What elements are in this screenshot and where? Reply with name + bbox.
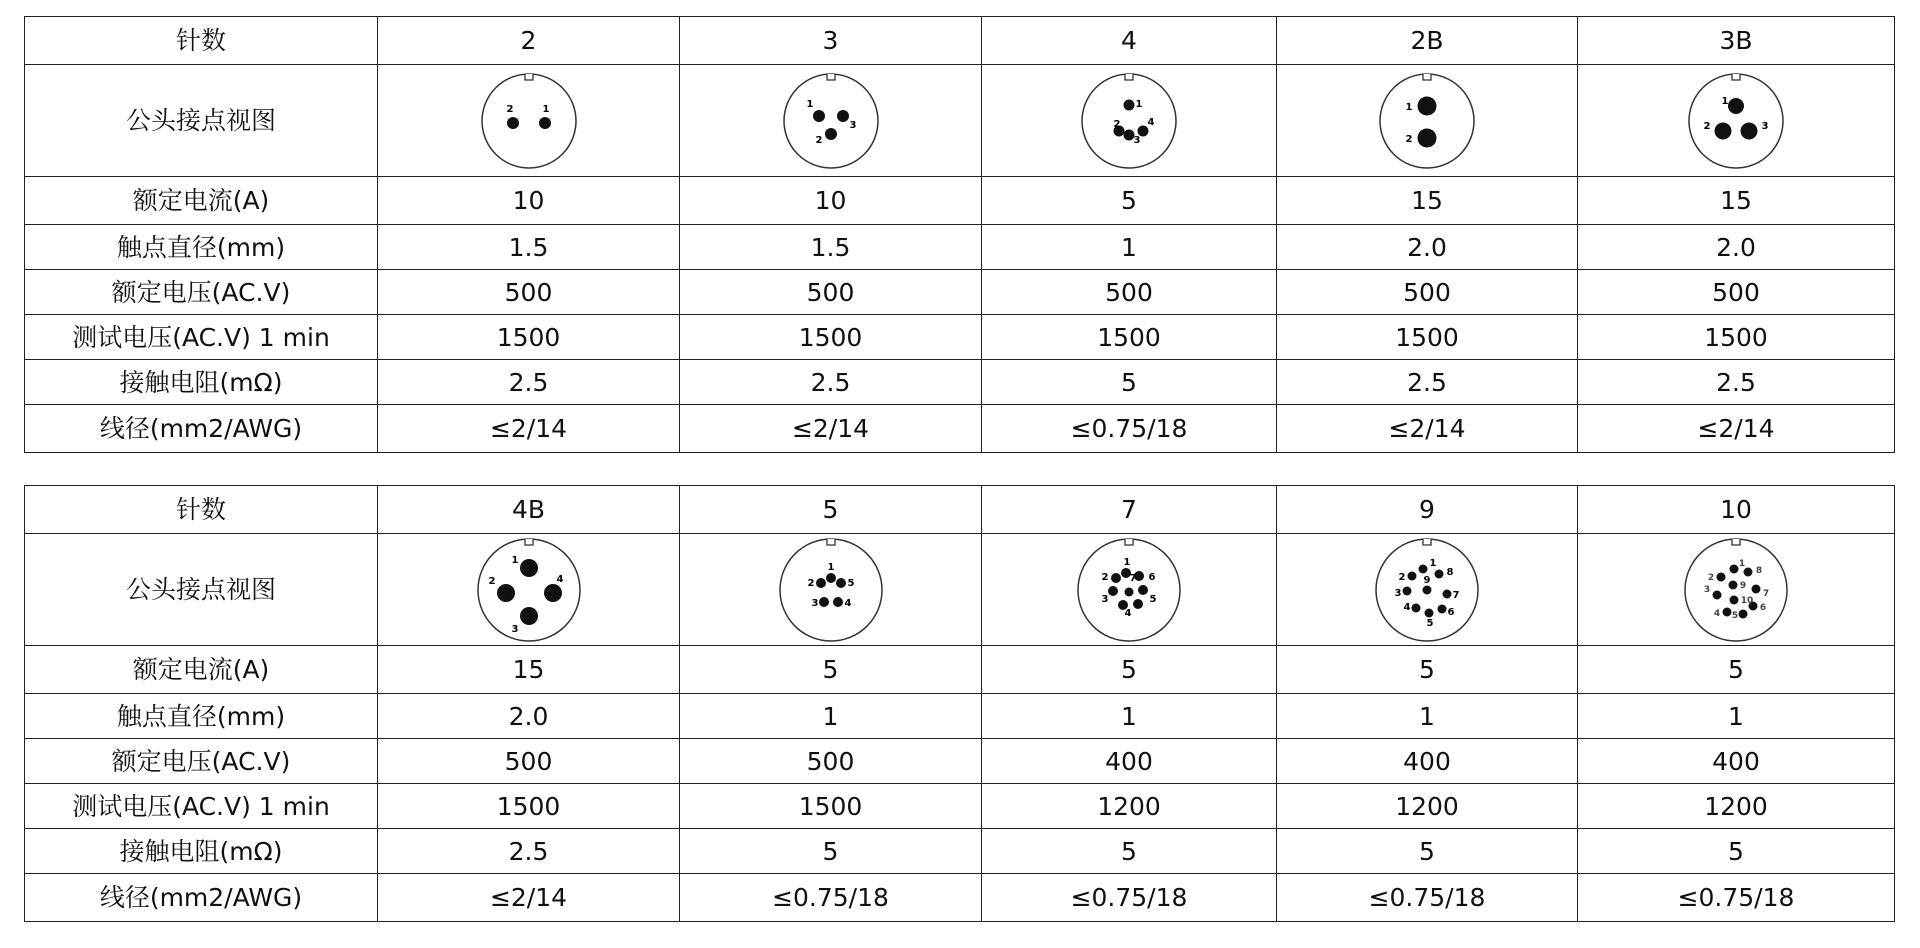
connector-5pin-diagram (778, 537, 884, 643)
row-contact-resistance (25, 360, 1895, 405)
value-cell: 5 (1277, 829, 1578, 874)
row-label: 测试电压(AC.V) 1 min (25, 315, 378, 360)
row-label: 接触电阻(mΩ) (25, 829, 378, 874)
pin-count-cell: 5 (680, 486, 982, 534)
pin-label: 8 (1446, 566, 1454, 578)
pin-label: 3 (1133, 134, 1141, 146)
pin-count-cell: 2 (378, 17, 680, 65)
value-cell: 2.5 (378, 360, 680, 405)
value-cell: 5 (680, 646, 982, 694)
value-cell: 1 (1277, 694, 1578, 739)
pin-label: 2 (1113, 118, 1121, 130)
row-label: 线径(mm2/AWG) (25, 405, 378, 453)
row-pin-diagram (25, 534, 1895, 646)
value-cell: 1 (1578, 694, 1895, 739)
pin-label: 2 (1101, 571, 1109, 583)
value-cell: ≤0.75/18 (982, 874, 1277, 922)
pin-diagram-cell (680, 65, 982, 177)
pin-diagram-cell (680, 534, 982, 646)
pin-label: 2 (488, 575, 495, 587)
pin-diagram-cell (982, 534, 1277, 646)
row-label: 额定电流(A) (25, 646, 378, 694)
pin-label: 2 (815, 134, 822, 146)
pin-label: 4 (844, 597, 851, 609)
value-cell: 2.5 (680, 360, 982, 405)
value-cell: 2.5 (1277, 360, 1578, 405)
value-cell: 400 (1578, 739, 1895, 784)
pin-label: 2 (506, 103, 513, 115)
connector-10pin-diagram (1683, 537, 1789, 643)
connector-2pin-diagram (479, 71, 579, 171)
pin-label: 3 (1761, 120, 1769, 132)
pin-count-cell: 3B (1578, 17, 1895, 65)
row-label: 线径(mm2/AWG) (25, 874, 378, 922)
pin-label: 1 (1135, 98, 1143, 110)
value-cell: 1500 (378, 315, 680, 360)
pin-label: 5 (847, 577, 854, 589)
value-cell: 1500 (680, 315, 982, 360)
row-label: 触点直径(mm) (25, 694, 378, 739)
value-cell: 1 (680, 694, 982, 739)
row-label: 触点直径(mm) (25, 225, 378, 270)
pin-label: 9 (1423, 574, 1431, 586)
row-label: 额定电流(A) (25, 177, 378, 225)
value-cell: 5 (1578, 829, 1895, 874)
value-cell: ≤0.75/18 (1578, 874, 1895, 922)
row-wire-gauge (25, 405, 1895, 453)
pin-diagram-cell (1578, 534, 1895, 646)
value-cell: 1200 (1578, 784, 1895, 829)
row-label: 测试电压(AC.V) 1 min (25, 784, 378, 829)
value-cell: 15 (378, 646, 680, 694)
pin-diagram-cell (1277, 65, 1578, 177)
pin-diagram-cell (1578, 65, 1895, 177)
value-cell: ≤0.75/18 (982, 405, 1277, 453)
pin-label: 2 (1405, 133, 1413, 145)
pin-diagram-cell (378, 65, 680, 177)
value-cell: ≤2/14 (1578, 405, 1895, 453)
pin-label: 9 (1739, 580, 1747, 591)
pin-count-cell: 10 (1578, 486, 1895, 534)
spec-table-2 (24, 485, 1895, 922)
value-cell: 500 (680, 739, 982, 784)
value-cell: 5 (1578, 646, 1895, 694)
pin-label: 6 (1148, 571, 1156, 583)
pin-label: 3 (511, 623, 518, 635)
pin-label: 2 (807, 577, 814, 589)
row-label: 针数 (25, 486, 378, 534)
row-rated-current (25, 177, 1895, 225)
pin-label: 3 (849, 119, 856, 131)
value-cell: ≤0.75/18 (680, 874, 982, 922)
row-label: 额定电压(AC.V) (25, 270, 378, 315)
value-cell: 1.5 (378, 225, 680, 270)
pin-label: 1 (1405, 101, 1413, 113)
value-cell: 5 (982, 829, 1277, 874)
pin-label: 1 (806, 98, 813, 110)
connector-3pin-diagram (781, 71, 881, 171)
value-cell: 1500 (1578, 315, 1895, 360)
pin-label: 5 (1731, 610, 1739, 621)
value-cell: ≤2/14 (378, 874, 680, 922)
row-pin-count (25, 17, 1895, 65)
value-cell: ≤0.75/18 (1277, 874, 1578, 922)
value-cell: 500 (680, 270, 982, 315)
value-cell: 500 (1578, 270, 1895, 315)
pin-count-cell: 4B (378, 486, 680, 534)
value-cell: 10 (680, 177, 982, 225)
value-cell: 5 (982, 177, 1277, 225)
pin-label: 1 (1721, 95, 1729, 107)
connector-2b-diagram (1377, 71, 1477, 171)
connector-4b-diagram (476, 537, 582, 643)
row-test-voltage (25, 784, 1895, 829)
connector-4pin-diagram (1079, 71, 1179, 171)
value-cell: 2.5 (1578, 360, 1895, 405)
value-cell: 2.0 (1277, 225, 1578, 270)
pin-label: 2 (1703, 120, 1711, 132)
pin-label: 1 (1123, 556, 1131, 568)
pin-label: 1 (511, 554, 518, 566)
row-contact-resistance (25, 829, 1895, 874)
pin-label: 3 (1101, 593, 1109, 605)
value-cell: 10 (378, 177, 680, 225)
pin-label: 4 (1403, 601, 1411, 613)
row-rated-voltage (25, 739, 1895, 784)
value-cell: 1200 (982, 784, 1277, 829)
pin-count-cell: 7 (982, 486, 1277, 534)
value-cell: 5 (982, 360, 1277, 405)
pin-count-cell: 3 (680, 17, 982, 65)
value-cell: ≤2/14 (680, 405, 982, 453)
row-contact-diameter (25, 694, 1895, 739)
spec-table-1 (24, 16, 1895, 453)
pin-label: 1 (1429, 557, 1437, 569)
pin-label: 4 (1124, 607, 1132, 619)
pin-label: 2 (1398, 571, 1406, 583)
value-cell: 2.0 (1578, 225, 1895, 270)
value-cell: 5 (982, 646, 1277, 694)
row-label: 公头接点视图 (25, 534, 378, 646)
pin-diagram-cell (982, 65, 1277, 177)
value-cell: 500 (982, 270, 1277, 315)
row-label: 接触电阻(mΩ) (25, 360, 378, 405)
pin-label: 4 (556, 573, 563, 585)
pin-count-cell: 2B (1277, 17, 1578, 65)
pin-label: 3 (1394, 587, 1402, 599)
row-pin-count (25, 486, 1895, 534)
value-cell: 1500 (680, 784, 982, 829)
pin-label: 4 (1713, 608, 1721, 619)
row-pin-diagram (25, 65, 1895, 177)
connector-3b-diagram (1686, 71, 1786, 171)
pin-count-cell: 4 (982, 17, 1277, 65)
row-contact-diameter (25, 225, 1895, 270)
row-rated-current (25, 646, 1895, 694)
row-label: 公头接点视图 (25, 65, 378, 177)
pin-label: 1 (542, 103, 549, 115)
value-cell: 15 (1277, 177, 1578, 225)
pin-label: 2 (1707, 572, 1715, 583)
pin-label: 4 (1147, 116, 1155, 128)
pin-label: 3 (811, 597, 818, 609)
connector-9pin-diagram (1374, 537, 1480, 643)
value-cell: 15 (1578, 177, 1895, 225)
row-label: 针数 (25, 17, 378, 65)
row-label: 额定电压(AC.V) (25, 739, 378, 784)
value-cell: 500 (378, 739, 680, 784)
value-cell: 1500 (982, 315, 1277, 360)
value-cell: 1500 (1277, 315, 1578, 360)
pin-label: 5 (1426, 617, 1434, 629)
pin-label: 6 (1759, 602, 1767, 613)
value-cell: 1 (982, 694, 1277, 739)
pin-label: 7 (1129, 572, 1137, 584)
pin-diagram-cell (1277, 534, 1578, 646)
value-cell: 400 (982, 739, 1277, 784)
connector-7pin-diagram (1076, 537, 1182, 643)
value-cell: 5 (1277, 646, 1578, 694)
row-rated-voltage (25, 270, 1895, 315)
row-test-voltage (25, 315, 1895, 360)
pin-diagram-cell (378, 534, 680, 646)
value-cell: 2.0 (378, 694, 680, 739)
pin-label: 1 (1738, 558, 1746, 569)
value-cell: 500 (1277, 270, 1578, 315)
pin-label: 10 (1740, 595, 1754, 606)
row-wire-gauge (25, 874, 1895, 922)
pin-label: 5 (1149, 593, 1157, 605)
value-cell: 1.5 (680, 225, 982, 270)
pin-label: 7 (1762, 588, 1770, 599)
value-cell: 1500 (378, 784, 680, 829)
value-cell: ≤2/14 (1277, 405, 1578, 453)
pin-label: 1 (827, 561, 834, 573)
value-cell: 1200 (1277, 784, 1578, 829)
pin-label: 8 (1755, 565, 1763, 576)
pin-count-cell: 9 (1277, 486, 1578, 534)
value-cell: 1 (982, 225, 1277, 270)
pin-label: 6 (1447, 606, 1455, 618)
pin-label: 3 (1703, 584, 1711, 595)
value-cell: ≤2/14 (378, 405, 680, 453)
value-cell: 400 (1277, 739, 1578, 784)
pin-label: 7 (1452, 589, 1460, 601)
value-cell: 500 (378, 270, 680, 315)
value-cell: 5 (680, 829, 982, 874)
value-cell: 2.5 (378, 829, 680, 874)
